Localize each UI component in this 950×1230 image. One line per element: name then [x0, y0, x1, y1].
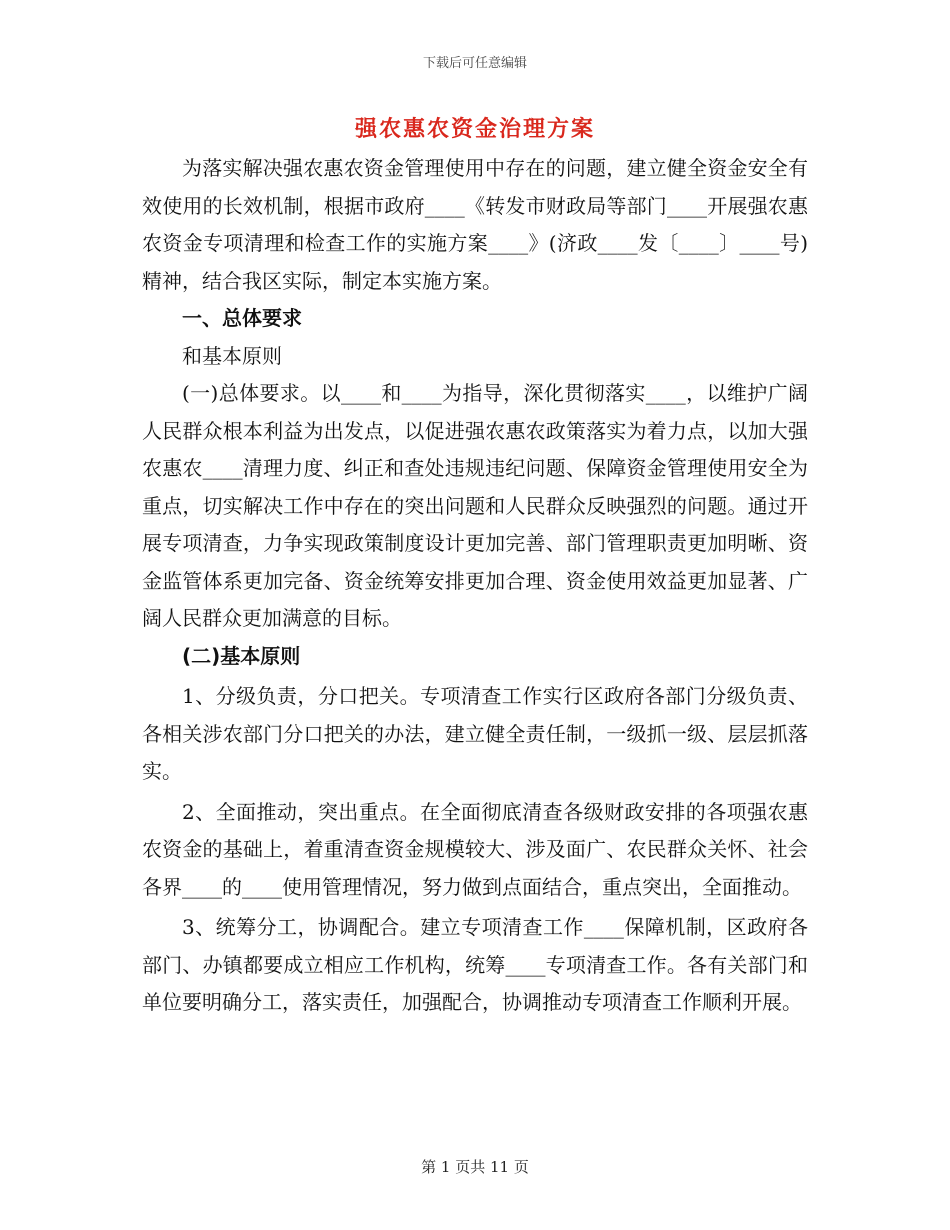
principle-1: 1、分级负责，分口把关。专项清查工作实行区政府各部门分级负责、各相关涉农部门分口把关的办法，建立健全责任制，一级抓一级、层层抓落实。 [142, 684, 808, 783]
principle-3: 3、统筹分工，协调配合。建立专项清查工作____保障机制，区政府各部门、办镇都要成立相应工作机构，统筹____专项清查工作。各有关部门和单位要明确分工，落实责任，加强配合，协调推动专项清查工作顺利开展。 [142, 915, 808, 1014]
section-heading-1: 一、总体要求 [182, 306, 302, 330]
document-body [142, 150, 808, 1022]
intro-paragraph: 为落实解决强农惠农资金管理使用中存在的问题，建立健全资金安全有效使用的长效机制，根据市政府____《转发市财政局等部门____开展强农惠农资金专项清理和检查工作的实施方案____》(济政____发〔____〕____号)精神，结合我区实际，制定本实施方案。 [142, 156, 808, 293]
paragraph-overall-requirements: (一)总体要求。以____和____为指导，深化贯彻落实____，以维护广阔人民群众根本利益为出发点，以促进强农惠农政策落实为着力点，以加大强农惠农____清理力度、纠正和查处违规违纪问题、保障资金管理使用安全为重点，切实解决工作中存在的突出问题和人民群众反映强烈的问题。通过开展专项清查，力争实现政策制度设计更加完善、部门管理职责更加明晰、资金监管体系更加完备、资金统筹安排更加合理、资金使用效益更加显著、广阔人民群众更加满意的目标。 [142, 381, 808, 630]
section-subheading: 和基本原则 [182, 343, 282, 368]
document-title: 强农惠农资金治理方案 [354, 116, 595, 142]
section-heading-basic-principles: (二)基本原则 [182, 643, 301, 668]
principle-2: 2、全面推动，突出重点。在全面彻底清查各级财政安排的各项强农惠农资金的基础上，着重清查资金规模较大、涉及面广、农民群众关怀、社会各界____的____使用管理情况，努力做到点面结合，重点突出，全面推动。 [142, 799, 808, 899]
page-header: 下载后可任意编辑 [422, 56, 527, 71]
page-footer: 第 1 页共 11 页 [421, 1158, 529, 1176]
